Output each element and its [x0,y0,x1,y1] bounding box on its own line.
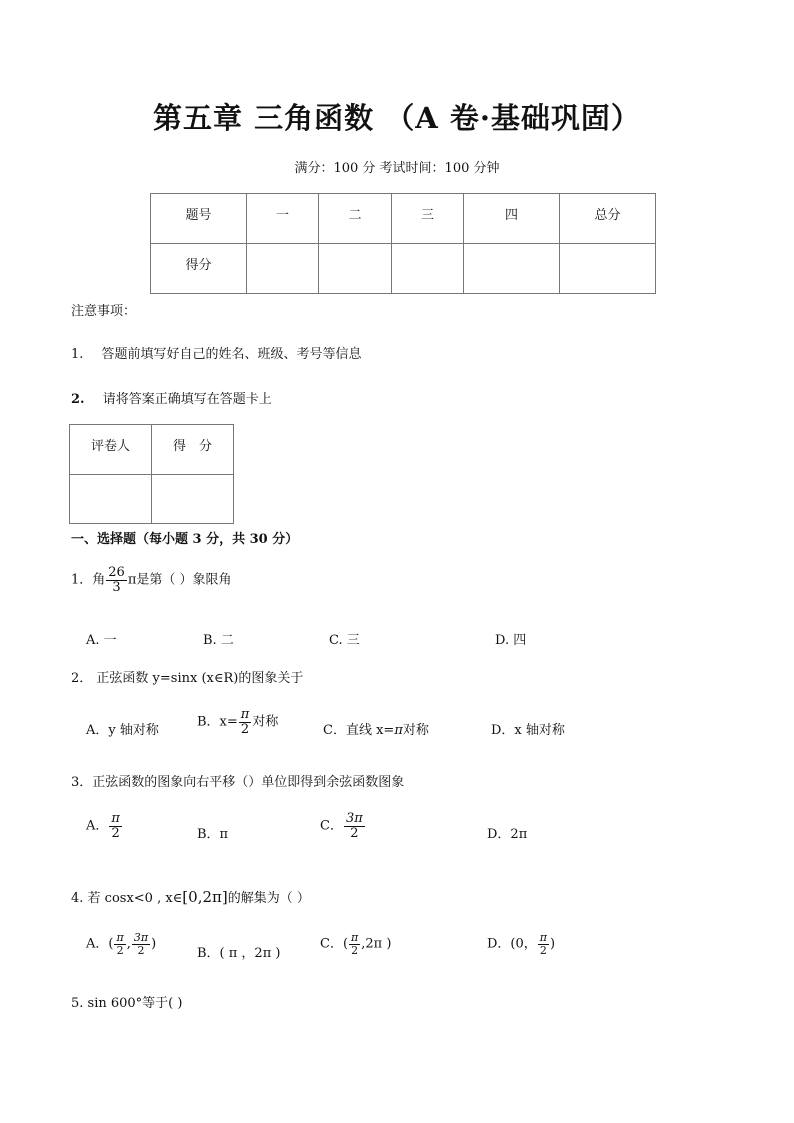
score-table-header-row [151,194,656,244]
question-4-stem [71,887,310,906]
q1-option-c[interactable]: C. 三 [329,633,360,648]
q3-option-b[interactable]: B．π [197,827,229,842]
q3a-label: A． [86,818,109,834]
q1-pi: π [127,572,137,588]
grader-header-row [70,425,234,475]
q2b-fraction [239,708,252,736]
q4-prefix: 4. 若 cosx<0 , x∈ [71,891,183,906]
score-header-cell: 一 [247,194,319,244]
note-text: 请将答案正确填写在答题卡上 [102,392,272,407]
note-number: 2. [71,392,85,407]
q4-option-d[interactable] [487,932,555,956]
score-header-cell: 四 [464,194,560,244]
score-header-cell: 题号 [151,194,247,244]
score-cell[interactable] [464,244,560,294]
score-row-label: 得分 [151,244,247,294]
q3c-label: C． [320,818,343,834]
note-number: 1. [71,347,84,362]
q4d-prefix: D．(0， [487,936,537,952]
q3c-frac-den: 2 [350,825,359,841]
q3a-frac-num: π [111,811,120,826]
q3a-fraction [109,812,122,840]
question-5-stem: 5. sin 600°等于( ) [71,996,183,1011]
question-1-stem [71,566,232,594]
q1-option-b[interactable]: B. 二 [203,633,234,648]
grader-score-cell[interactable] [152,475,234,524]
q3a-frac-den: 2 [111,825,120,841]
q4a-label: A．( [86,936,114,952]
q3c-fraction [344,812,365,840]
section-title: 一、选择题（每小题 3 分，共 30 分） [71,532,299,547]
q2b-frac-den: 2 [240,721,250,737]
q3-option-c[interactable] [320,812,366,840]
score-cell[interactable] [392,244,464,294]
grader-header-cell: 得 分 [152,425,234,475]
q3-option-d[interactable]: D．2π [487,827,528,842]
score-table [150,193,656,294]
q2b-suffix: 对称 [252,714,279,730]
q1-prefix: 1．角 [71,572,106,588]
q1-fraction [106,566,127,594]
q1-option-a[interactable]: A. 一 [86,633,117,648]
q2b-frac-num: π [240,707,250,722]
q4-option-a[interactable] [86,932,156,956]
q4d-fraction [538,932,549,956]
grader-input-row [70,475,234,524]
q4d-close: ) [550,936,556,952]
q1-option-d[interactable]: D. 四 [495,633,527,648]
q4-option-c[interactable] [320,932,391,956]
q4c-suffix: ,2π ) [361,936,392,952]
q4-interval: [0,2π] [182,888,228,906]
score-table-score-row [151,244,656,294]
q2b-prefix: B．x= [197,714,238,730]
q4a-frac1-den: 2 [116,943,124,957]
score-cell[interactable] [247,244,319,294]
question-2-stem: 2． 正弦函数 y=sinx (x∈R)的图象关于 [71,671,304,686]
q3c-frac-num: 3π [345,811,363,826]
note-item [71,388,272,407]
q4c-fraction [349,932,360,956]
q4-suffix: 的解集为（ ） [227,891,310,906]
q1-suffix: 是第（ ）象限角 [136,572,232,588]
notes-heading: 注意事项： [71,304,137,319]
grader-table [69,424,234,524]
score-header-cell: 总分 [560,194,656,244]
q4a-frac2-den: 2 [137,943,145,957]
q1-frac-den: 3 [112,579,121,595]
score-header-cell: 三 [392,194,464,244]
question-3-stem: 3．正弦函数的图象向右平移（）单位即得到余弦函数图象 [71,775,405,790]
q2c-prefix: C．直线 x= [323,723,395,738]
q2-option-a[interactable]: A．y 轴对称 [86,723,159,738]
q2c-pi: π [394,723,403,738]
q2c-suffix: 对称 [402,723,429,738]
q4a-frac2-num: 3π [133,931,149,944]
score-header-cell: 二 [319,194,392,244]
q4c-frac-den: 2 [351,943,359,957]
q1-frac-num: 26 [108,565,125,580]
page-title: 第五章 三角函数 （A 卷·基础巩固） [153,101,641,135]
q4c-frac-num: π [351,931,359,944]
q4a-close: ) [151,936,157,952]
q2-option-c[interactable] [323,719,429,738]
q4a-fraction-2 [132,932,150,956]
exam-info: 满分：100 分 考试时间：100 分钟 [294,161,500,176]
grader-header-cell: 评卷人 [70,425,152,475]
q4d-frac-num: π [539,931,548,944]
grader-name-cell[interactable] [70,475,152,524]
q4-option-b[interactable]: B．( π ，2π ) [197,946,281,961]
note-item [71,343,362,362]
q4a-comma: , [126,936,131,952]
note-text: 答题前填写好自己的姓名、班级、考号等信息 [101,347,362,362]
q3-option-a[interactable] [86,812,123,840]
q4a-fraction-1 [114,932,125,956]
q4a-frac1-num: π [116,931,124,944]
score-cell[interactable] [560,244,656,294]
q2-option-b[interactable] [197,708,278,736]
q4c-label: C．( [320,936,349,952]
score-cell[interactable] [319,244,392,294]
q2-option-d[interactable]: D．x 轴对称 [491,723,565,738]
q4d-frac-den: 2 [539,943,547,957]
